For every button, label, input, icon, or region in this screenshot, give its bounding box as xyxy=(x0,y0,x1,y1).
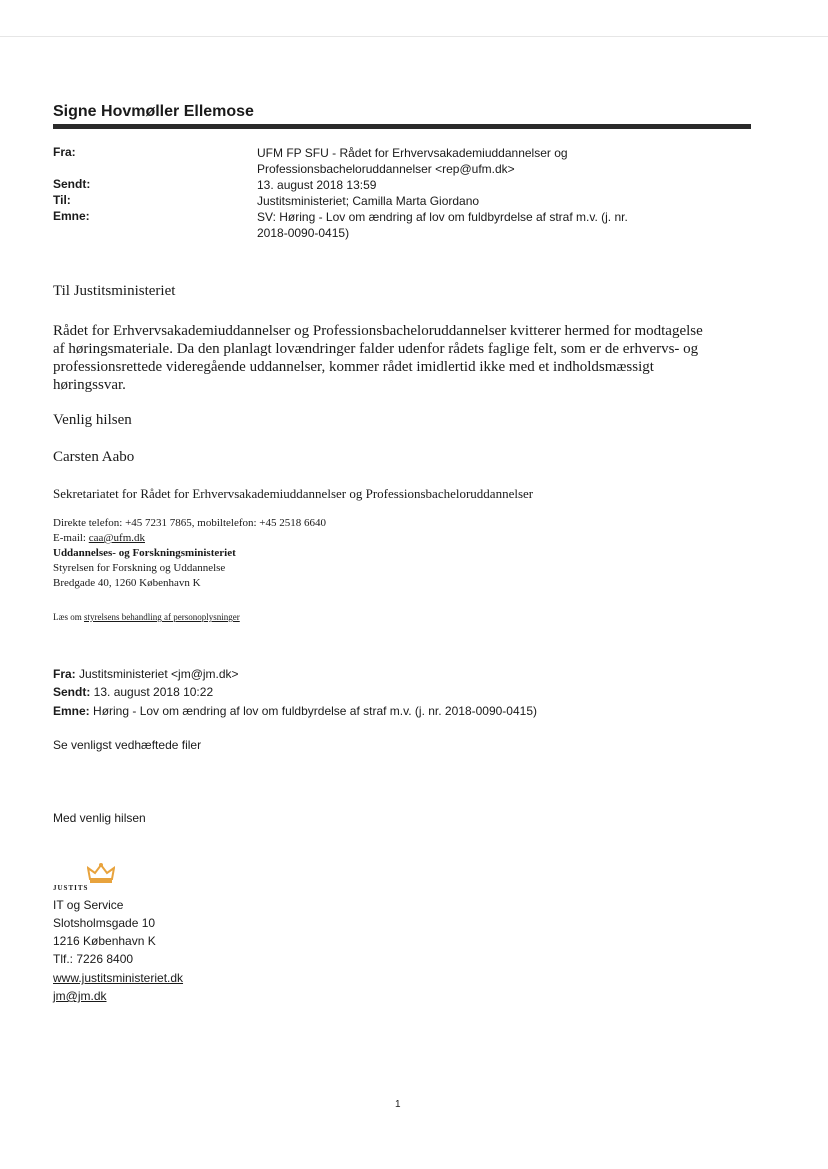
page-number: 1 xyxy=(395,1099,401,1110)
scan-artifact-line xyxy=(0,36,828,37)
justits-city: 1216 København K xyxy=(53,934,156,948)
privacy-prefix: Læs om xyxy=(53,612,85,622)
privacy-line xyxy=(53,612,240,622)
subject-value-line1: SV: Høring - Lov om ændring af lov om fuldbyrdelse af straf m.v. (j. nr. xyxy=(257,210,628,224)
secretariat-line: Sekretariatet for Rådet for Erhvervsakademiuddannelser og Professionsbacheloruddannelser xyxy=(53,486,534,501)
paragraph-line: professionsrettede videregående uddannelser, kommer rådet imidlertid ikke med et indholdsmæssigt xyxy=(53,359,654,375)
sent-value: 13. august 2018 13:59 xyxy=(257,178,377,192)
agency-name: Styrelsen for Forskning og Uddannelse xyxy=(53,562,226,574)
ministry-name: Uddannelses- og Forskningsministeriet xyxy=(53,547,236,559)
forwarded-sent xyxy=(53,685,213,699)
header-rule xyxy=(53,124,751,129)
forwarded-closing: Med venlig hilsen xyxy=(53,811,146,825)
email-link[interactable]: caa@ufm.dk xyxy=(88,532,145,544)
forwarded-sent-label: Sendt: xyxy=(53,685,91,699)
forwarded-body: Se venligst vedhæftede filer xyxy=(53,738,202,752)
to-value: Justitsministeriet; Camilla Marta Giordano xyxy=(257,194,480,208)
sent-label: Sendt: xyxy=(53,177,91,191)
email-label: E-mail: xyxy=(53,532,89,544)
forwarded-from xyxy=(53,667,239,681)
forwarded-sent-value: 13. august 2018 10:22 xyxy=(90,685,214,699)
agency-address: Bredgade 40, 1260 København K xyxy=(53,577,201,589)
paragraph-line: Rådet for Erhvervsakademiuddannelser og Professionsbacheloruddannelser kvitterer hermed for modtagelse xyxy=(53,323,703,339)
paragraph-line: høringssvar. xyxy=(53,377,126,393)
privacy-link[interactable]: styrelsens behandling af personoplysninger xyxy=(84,612,240,622)
justits-email xyxy=(53,989,107,1003)
forwarded-subject-value: Høring - Lov om ændring af lov om fuldbyrdelse af straf m.v. (j. nr. 2018-0090-0415) xyxy=(89,704,537,718)
closing: Venlig hilsen xyxy=(53,412,132,428)
from-label: Fra: xyxy=(53,145,76,159)
justits-street: Slotsholmsgade 10 xyxy=(53,916,156,930)
to-label: Til: xyxy=(53,193,71,207)
subject-value xyxy=(257,209,717,241)
from-value xyxy=(257,145,717,177)
justits-phone: Tlf.: 7226 8400 xyxy=(53,952,134,966)
website-link[interactable]: www.justitsministeriet.dk xyxy=(53,971,184,985)
justits-website xyxy=(53,971,183,985)
forwarded-subject xyxy=(53,704,537,718)
subject-value-line2: 2018-0090-0415) xyxy=(257,226,350,240)
justits-logo-text: JUSTITS xyxy=(53,884,89,892)
justits-email-link[interactable]: jm@jm.dk xyxy=(53,989,107,1003)
greeting: Til Justitsministeriet xyxy=(53,283,176,299)
signature-block xyxy=(53,516,326,591)
signer-name: Carsten Aabo xyxy=(53,449,135,465)
from-value-line1: UFM FP SFU - Rådet for Erhvervsakademiuddannelser og xyxy=(257,146,568,160)
sender-name: Signe Hovmøller Ellemose xyxy=(53,103,254,120)
body-paragraph xyxy=(53,322,753,394)
forwarded-from-label: Fra: xyxy=(53,667,76,681)
forwarded-from-value: Justitsministeriet <jm@jm.dk> xyxy=(75,667,239,681)
justits-unit: IT og Service xyxy=(53,898,124,912)
crown-logo-icon xyxy=(87,862,115,884)
subject-label: Emne: xyxy=(53,209,90,223)
forwarded-subject-label: Emne: xyxy=(53,704,90,718)
paragraph-line: af høringsmateriale. Da den planlagt lovændringer falder udenfor rådets faglige felt, som er de erhvervs- og xyxy=(53,341,699,357)
email-line xyxy=(53,531,326,546)
phone-line: Direkte telefon: +45 7231 7865, mobiltelefon: +45 2518 6640 xyxy=(53,517,327,529)
from-value-line2: Professionsbacheloruddannelser <rep@ufm.dk> xyxy=(257,162,515,176)
